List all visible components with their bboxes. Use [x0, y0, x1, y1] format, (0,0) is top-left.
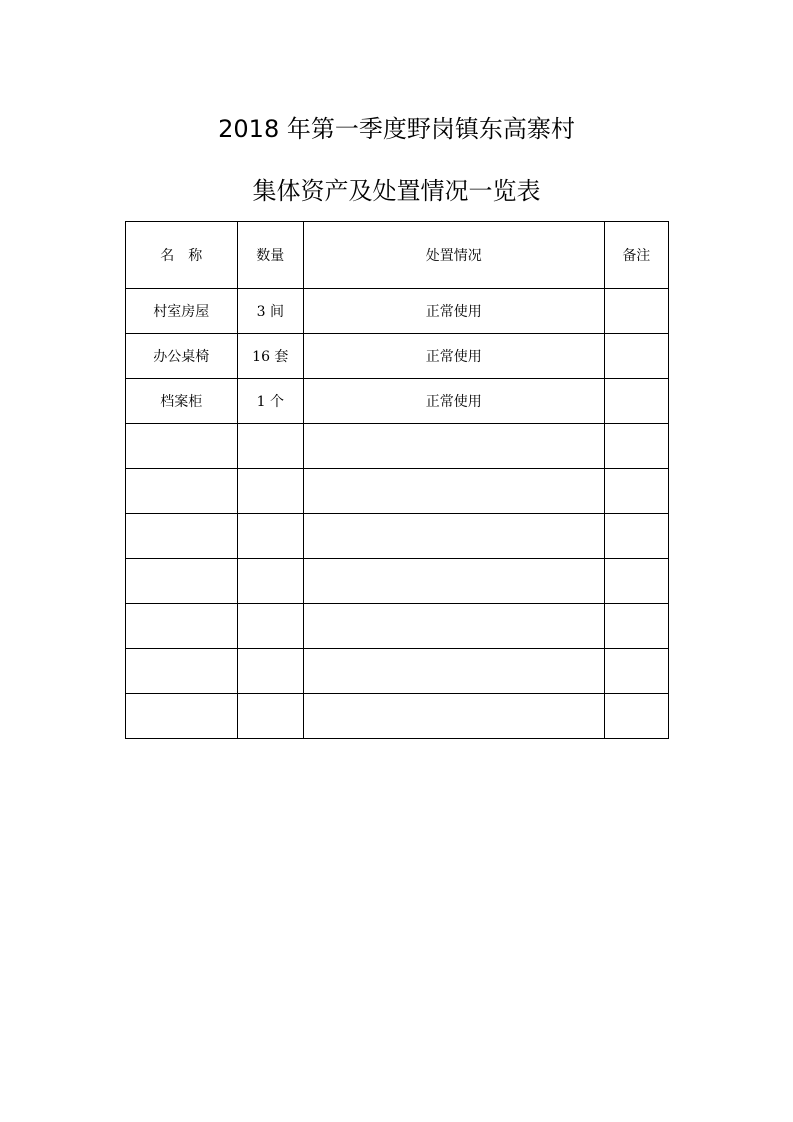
- cell-name: 办公桌椅: [126, 334, 238, 379]
- cell-quantity: [237, 649, 303, 694]
- header-quantity: 数量: [237, 222, 303, 289]
- cell-status: [303, 604, 604, 649]
- cell-quantity: [237, 424, 303, 469]
- cell-quantity: [237, 604, 303, 649]
- cell-status: [303, 649, 604, 694]
- document-title-line-2: 集体资产及处置情况一览表: [252, 177, 541, 205]
- cell-name: [126, 694, 238, 739]
- table-row: [126, 469, 669, 514]
- cell-name: [126, 424, 238, 469]
- cell-note: [604, 604, 668, 649]
- cell-note: [604, 559, 668, 604]
- table-row: [126, 514, 669, 559]
- header-name: 名 称: [126, 222, 238, 289]
- header-status: 处置情况: [303, 222, 604, 289]
- cell-status: [303, 424, 604, 469]
- table-row: [126, 379, 669, 424]
- table-row: [126, 424, 669, 469]
- cell-name: 档案柜: [126, 379, 238, 424]
- cell-status: 正常使用: [303, 379, 604, 424]
- cell-quantity: [237, 469, 303, 514]
- cell-quantity: [237, 514, 303, 559]
- cell-note: [604, 379, 668, 424]
- table-row: [126, 559, 669, 604]
- cell-note: [604, 469, 668, 514]
- cell-note: [604, 649, 668, 694]
- table-row: [126, 604, 669, 649]
- table-row: [126, 334, 669, 379]
- cell-quantity: 3 间: [237, 289, 303, 334]
- table-header-row: [126, 222, 669, 289]
- cell-status: 正常使用: [303, 334, 604, 379]
- table-row: [126, 649, 669, 694]
- cell-name: [126, 559, 238, 604]
- cell-note: [604, 334, 668, 379]
- document-title-line-1: 2018 年第一季度野岗镇东高寨村: [218, 115, 575, 143]
- cell-name: [126, 649, 238, 694]
- cell-quantity: 1 个: [237, 379, 303, 424]
- table-row: [126, 694, 669, 739]
- cell-note: [604, 694, 668, 739]
- cell-name: [126, 469, 238, 514]
- cell-note: [604, 289, 668, 334]
- cell-quantity: 16 套: [237, 334, 303, 379]
- cell-status: [303, 559, 604, 604]
- cell-quantity: [237, 559, 303, 604]
- cell-note: [604, 514, 668, 559]
- cell-name: [126, 514, 238, 559]
- cell-name: [126, 604, 238, 649]
- cell-status: [303, 469, 604, 514]
- cell-name: 村室房屋: [126, 289, 238, 334]
- cell-status: [303, 694, 604, 739]
- cell-quantity: [237, 694, 303, 739]
- asset-table: [125, 221, 669, 739]
- cell-note: [604, 424, 668, 469]
- header-note: 备注: [604, 222, 668, 289]
- table-row: [126, 289, 669, 334]
- cell-status: [303, 514, 604, 559]
- cell-status: 正常使用: [303, 289, 604, 334]
